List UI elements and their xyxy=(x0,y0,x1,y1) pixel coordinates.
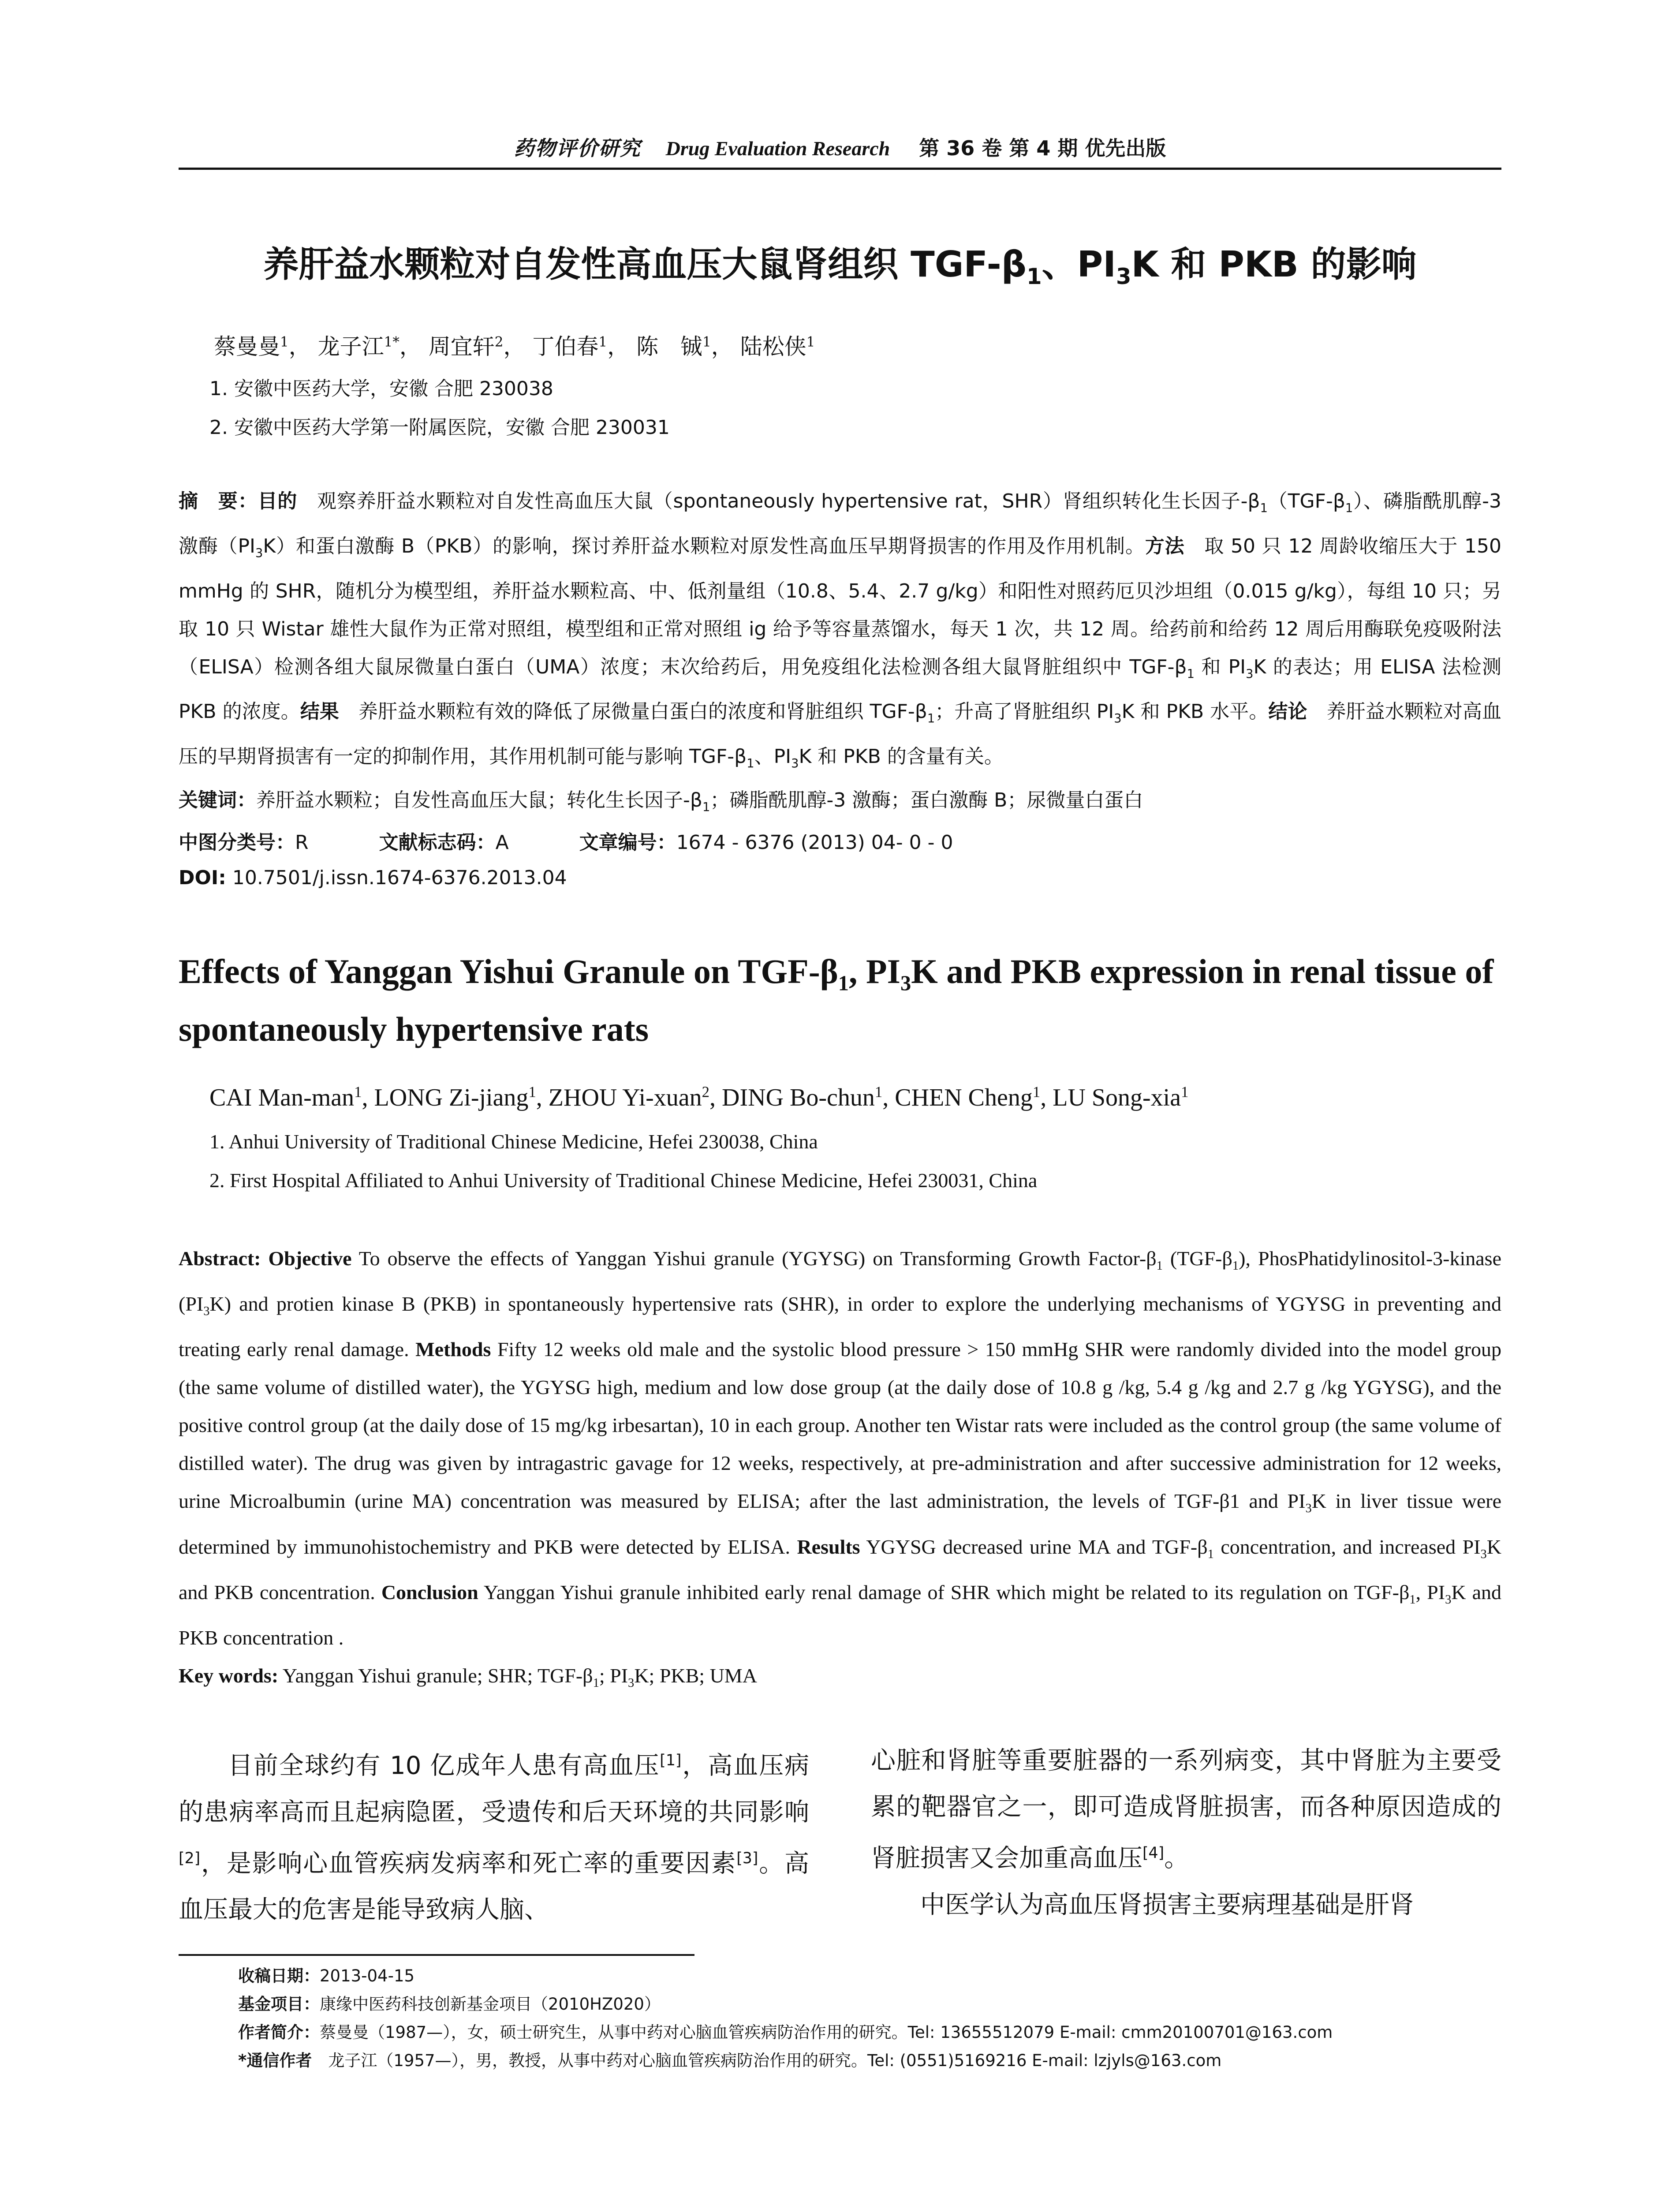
body-column-left xyxy=(179,1738,809,1933)
issue-info: 第 36 卷 第 4 期 优先出版 xyxy=(919,136,1166,160)
author: 龙子江$^{1*}$， xyxy=(317,334,422,359)
authors-en xyxy=(179,1083,1501,1112)
author: DING Bo-chun$^1$, xyxy=(722,1083,895,1112)
authors-cn xyxy=(179,329,1501,361)
author: 陆松侠$^1$ xyxy=(740,334,815,359)
author: 周宜轩$^2$， xyxy=(428,334,526,359)
affiliation-cn: 2. 安徽中医药大学第一附属医院，安徽 合肥 230031 xyxy=(209,416,670,439)
author: LU Song-xia$^1$ xyxy=(1053,1083,1189,1112)
author: CHEN Cheng$^1$, xyxy=(895,1083,1053,1112)
author: 蔡曼曼$^1$， xyxy=(214,334,311,359)
corresponding-author: *通信作者 龙子江（1957—），男，教授，从事中药对心脑血管疾病防治作用的研究。Tel: (0551)5169216 E-mail: lzjyls@163.com xyxy=(238,2051,1222,2070)
classification-line: 中图分类号：R 文献标志码：A 文章编号：1674 - 6376 (2013) 04- 0 - 0 xyxy=(179,831,953,854)
affiliation-en: 2. First Hospital Affiliated to Anhui University of Traditional Chinese Medicine, Hefei 230031, China xyxy=(209,1169,1038,1192)
fund-info: 基金项目：康缘中医药科技创新基金项目（2010HZ020） xyxy=(238,1995,661,2014)
journal-name-en: Drug Evaluation Research xyxy=(665,137,890,160)
paragraph: 目前全球约有 10 亿成年人患有高血压[1]，高血压病的患病率高而且起病隐匿，受遗传和后天环境的共同影响[2]，是影响心血管疾病发病率和死亡率的重要因素[3]。高血压最大的危害是能导致病人脑、 xyxy=(179,1751,810,1925)
body-column-right xyxy=(871,1738,1501,1933)
footnote-rule xyxy=(179,1954,694,1956)
title-en: Effects of Yanggan Yishui Granule on TGF-$\beta_1$, $PI_3K$ and PKB expression in renal tissue of spontaneously hypertensive rats xyxy=(179,952,1494,1049)
paragraph: 中医学认为高血压肾损害主要病理基础是肝肾 xyxy=(920,1890,1414,1919)
footnotes xyxy=(179,1962,1501,2075)
abstract-en: Abstract: Objective To observe the effects of Yanggan Yishui granule (YGYSG) on Transforming Growth Factor-$\beta_1$ $(TGF-\beta_1)$, PhosPhatidylinositol-3-kinase $(PI_3K)$ and protien kinase B (PKB) in spontaneously hypertensive rats (SHR), in order to explore the underlying mechanisms of YGYSG in preventing and treating early renal damage. Methods Fifty 12 weeks old male and the systolic blood pressure > 150 mmHg SHR were randomly divided into the model group (the same volume of distilled water), the YGYSG high, medium and low dose group (at the daily dose of 10.8 g /kg, 5.4 g /kg and 2.7 g /kg YGYSG), and the positive control group (at the daily dose of 15 mg/kg irbesartan), 10 in each group. Another ten Wistar rats were included as the control group (the same volume of distilled water). The drug was given by intragastric gavage for 12 weeks, respectively, at pre-administration and after successive administration for 12 weeks, urine Microalbumin (urine MA) concentration was measured by ELISA; after the last administration, the levels of TGF-β1 and $PI_3K$ in liver tissue were determined by immunohistochemistry and PKB were detected by ELISA. Results YGYSG decreased urine MA and TGF-$\beta_1$ concentration, and increased $PI_3K$ and PKB concentration. Conclusion Yanggan Yishui granule inhibited early renal damage of SHR which might be related to its regulation on TGF-$\beta_1$, $PI_3K$ and PKB concentration . xyxy=(179,1247,1501,1649)
affiliation-en: 1. Anhui University of Traditional Chinese Medicine, Hefei 230038, China xyxy=(209,1130,818,1153)
running-header xyxy=(179,132,1501,170)
author: CAI Man-man$^1$, xyxy=(209,1083,374,1112)
author: LONG Zi-jiang$^1$, xyxy=(374,1083,549,1112)
paper-page xyxy=(179,132,1501,2075)
doi-line: DOI: 10.7501/j.issn.1674-6376.2013.04 xyxy=(179,866,567,889)
body-text xyxy=(179,1738,1501,1933)
affiliation-cn: 1. 安徽中医药大学，安徽 合肥 230038 xyxy=(209,377,553,400)
title-cn: 养肝益水颗粒对自发性高血压大鼠肾组织 TGF-$\beta_1$、$PI_3K$ 和 PKB 的影响 xyxy=(263,244,1417,289)
keywords-en: Key words: Yanggan Yishui granule; SHR; TGF-$\beta_1$; $PI_3K$; PKB; UMA xyxy=(179,1664,757,1690)
author-bio: 作者简介：蔡曼曼（1987—），女，硕士研究生，从事中药对心脑血管疾病防治作用的研究。Tel: 13655512079 E-mail: cmm20100701@163.com xyxy=(238,2023,1333,2042)
author: 陈 铖$^1$， xyxy=(636,334,733,359)
author: ZHOU Yi-xuan$^2$, xyxy=(548,1083,722,1112)
keywords-cn: 关键词：养肝益水颗粒；自发性高血压大鼠；转化生长因子$-\beta_1$；磷脂酰肌醇-3 激酶；蛋白激酶 B；尿微量白蛋白 xyxy=(179,789,1143,814)
journal-logo-cn: 药物评价研究 xyxy=(514,136,641,160)
abstract-cn: 摘 要：目的 观察养肝益水颗粒对自发性高血压大鼠（spontaneously hypertensive rat，SHR）肾组织转化生长因子$-\beta_1(TGF-\beta_1)$、磷脂酰肌醇-3 激酶$(PI_3K)$和蛋白激酶 B（PKB）的影响，探讨养肝益水颗粒对原发性高血压早期肾损害的作用及作用机制。方法 取 50 只 12 周龄收缩压大于 150 mmHg 的 SHR，随机分为模型组，养肝益水颗粒高、中、低剂量组（10.8、5.4、2.7 g/kg）和阳性对照药厄贝沙坦组（0.015 g/kg），每组 10 只；另取 10 只 Wistar 雄性大鼠作为正常对照组，模型组和正常对照组 ig 给予等容量蒸馏水，每天 1 次，共 12 周。给药前和给药 12 周后用酶联免疫吸附法（ELISA）检测各组大鼠尿微量白蛋白（UMA）浓度；末次给药后，用免疫组化法检测各组大鼠肾脏组织中 TGF-$\beta_1$ 和 $PI_3K$ 的表达；用 ELISA 法检测 PKB 的浓度。结果 养肝益水颗粒有效的降低了尿微量白蛋白的浓度和肾脏组织 TGF-$\beta_1$；升高了肾脏组织 $PI_3K$ 和 PKB 水平。结论 养肝益水颗粒对高血压的早期肾损害有一定的抑制作用，其作用机制可能与影响 TGF-$\beta_1$、$PI_3K$ 和 PKB 的含量有关。 xyxy=(179,490,1502,770)
author: 丁伯春$^1$， xyxy=(532,334,630,359)
paragraph: 心脏和肾脏等重要脏器的一系列病变，其中肾脏为主要受累的靶器官之一，即可造成肾脏损害，而各种原因造成的肾脏损害又会加重高血压[4]。 xyxy=(871,1746,1501,1873)
received-date: 收稿日期：2013-04-15 xyxy=(238,1966,415,1986)
